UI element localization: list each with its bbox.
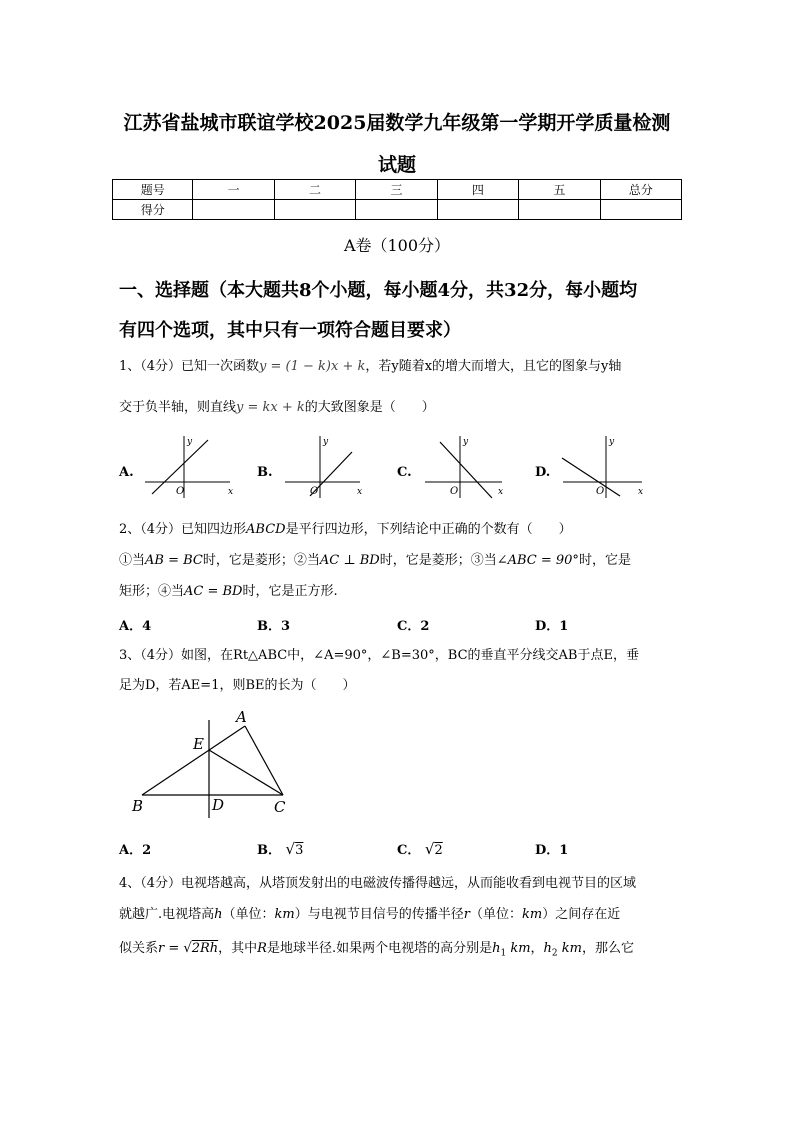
- q3-option-b[interactable]: [257, 839, 303, 858]
- q4-text: （单位：: [222, 907, 275, 922]
- q4-math: h: [492, 941, 501, 956]
- score-header-cell: 二: [274, 180, 355, 200]
- q3-option-c[interactable]: [397, 839, 443, 858]
- q4-line2: [119, 906, 620, 924]
- q4-math: r: [463, 907, 470, 922]
- x-axis-label: x: [638, 487, 644, 497]
- score-input-cell[interactable]: [600, 200, 681, 220]
- q3-line2: 足为D，若AE=1，则BE的长为（ ）: [119, 678, 356, 693]
- point-a-label: A: [236, 708, 247, 726]
- q2-text: 时，它是菱形；③当: [379, 553, 497, 568]
- part1-heading-line2: 有四个选项，其中只有一项符合题目要求）: [119, 320, 461, 341]
- q4-text: ，其中: [218, 941, 258, 956]
- segment-ac: [245, 726, 283, 795]
- y-axis-label: y: [609, 437, 615, 447]
- origin-label: O: [450, 486, 459, 497]
- q2-math: AB = BC: [145, 553, 203, 568]
- score-header-cell: 五: [519, 180, 600, 200]
- sqrt-sign: √: [183, 941, 192, 956]
- q2-abcd: ABCD: [246, 522, 286, 537]
- q4-line3: [119, 940, 634, 963]
- q3-triangle-figure: [128, 704, 298, 824]
- q1-prefix: 1、（4分）已知一次函数: [119, 359, 260, 374]
- q4-math: km: [274, 907, 295, 922]
- q4-text: ，那么它: [582, 941, 635, 956]
- q3-option-b-radicand: 3: [295, 843, 304, 858]
- q4-math: km: [557, 941, 582, 956]
- q3-option-b-label: B．: [257, 843, 281, 858]
- point-e-label: E: [193, 735, 204, 753]
- q4-subscript: 1: [500, 948, 507, 959]
- q1-option-a-graph[interactable]: [140, 432, 240, 502]
- point-b-label: B: [132, 797, 144, 815]
- q2-line1-a: 2、（4分）已知四边形: [119, 522, 247, 537]
- document-title-line2: 试题: [377, 154, 416, 176]
- q4-text: 就越广.电视塔高: [119, 907, 215, 922]
- q4-text: ）与电视节目信号的传播半径: [294, 907, 464, 922]
- q1-line2-suffix: 的大致图象是（ ）: [304, 400, 435, 415]
- q3-line1: 3、（4分）如图，在Rt△ABC中，∠A=90°，∠B=30°，BC的垂直平分线交AB于点E，垂: [119, 648, 639, 663]
- section-a-heading: A卷（100分）: [343, 236, 451, 255]
- q2-math: ∠ABC = 90°: [496, 553, 579, 568]
- score-table: [112, 179, 682, 220]
- q3-option-c-radicand: 2: [434, 843, 443, 858]
- origin-label: O: [176, 486, 185, 497]
- q1-option-d-label: D.: [535, 465, 551, 480]
- q4-math: R: [257, 941, 267, 956]
- q1-line1: [119, 358, 621, 376]
- x-axis-label: x: [357, 487, 363, 497]
- score-header-cell: 题号: [113, 180, 193, 200]
- origin-label: O: [596, 486, 605, 497]
- q4-math: h: [214, 907, 223, 922]
- q1-option-a-label: A.: [119, 465, 134, 480]
- q1-option-c-label: C.: [397, 465, 412, 480]
- score-input-cell[interactable]: [519, 200, 600, 220]
- q4-text: ）之间存在近: [542, 907, 621, 922]
- origin-label: O: [310, 486, 319, 497]
- q1-line2: [119, 399, 435, 417]
- q4-text: ，: [530, 941, 544, 956]
- q2-option-b[interactable]: B．3: [257, 619, 291, 634]
- score-header-cell: 四: [437, 180, 518, 200]
- q4-text: 是地球半径.如果两个电视塔的高分别是: [266, 941, 493, 956]
- q4-radicand: 2Rh: [191, 941, 219, 956]
- score-table-header-row: [113, 180, 682, 200]
- q2-math: AC = BD: [184, 584, 243, 599]
- q2-line3: [119, 583, 338, 601]
- score-input-cell[interactable]: [356, 200, 437, 220]
- x-axis-label: x: [228, 487, 234, 497]
- q1-option-b-graph[interactable]: [280, 432, 370, 502]
- score-input-cell[interactable]: [437, 200, 518, 220]
- part1-heading-line1: 一、选择题（本大题共8个小题，每小题4分，共32分，每小题均: [119, 280, 638, 301]
- q3-option-d[interactable]: D．1: [535, 843, 569, 858]
- q4-line1: 4、（4分）电视塔越高，从塔顶发射出的电磁波传播得越远，从而能收看到电视节目的区域: [119, 876, 637, 891]
- q1-option-b-label: B.: [257, 465, 273, 480]
- y-axis-label: y: [323, 437, 329, 447]
- score-header-cell: 总分: [600, 180, 681, 200]
- q1-option-c-graph[interactable]: [420, 432, 510, 502]
- q1-option-d-graph[interactable]: [558, 432, 650, 502]
- q3-option-c-label: C．: [397, 843, 421, 858]
- q2-text: 时，它是菱形；②当: [202, 553, 320, 568]
- graph-line: [440, 442, 492, 498]
- q2-option-c[interactable]: C．2: [397, 619, 430, 634]
- point-c-label: C: [274, 798, 286, 816]
- q2-text: 时，它是正方形.: [242, 584, 338, 599]
- q2-option-d[interactable]: D．1: [535, 619, 569, 634]
- point-d-label: D: [212, 796, 225, 814]
- q2-text: 矩形；④当: [119, 584, 185, 599]
- graph-line: [562, 458, 620, 496]
- q2-text: 时，它是: [578, 553, 631, 568]
- q4-text: 似关系: [119, 941, 159, 956]
- score-input-cell[interactable]: [193, 200, 274, 220]
- q1-mid: ，若y随着x的增大而增大，且它的图象与y轴: [365, 359, 622, 374]
- score-table-score-row: [113, 200, 682, 220]
- q2-line2: [119, 552, 631, 570]
- q1-formula2: y = kx + k: [236, 400, 305, 415]
- q3-option-a[interactable]: A．2: [119, 843, 152, 858]
- y-axis-label: y: [463, 437, 469, 447]
- q2-text: ①当: [119, 553, 146, 568]
- x-axis-label: x: [498, 487, 504, 497]
- score-input-cell[interactable]: [274, 200, 355, 220]
- q2-line1-c: 是平行四边形，下列结论中正确的个数有（ ）: [285, 522, 572, 537]
- document-title-line1: 江苏省盐城市联谊学校2025届数学九年级第一学期开学质量检测: [123, 112, 671, 134]
- y-axis-label: y: [187, 437, 193, 447]
- q1-formula1: y = (1 − k)x + k: [259, 359, 366, 374]
- score-row-label: 得分: [113, 200, 193, 220]
- q4-math: km: [522, 907, 543, 922]
- score-header-cell: 一: [193, 180, 274, 200]
- score-header-cell: 三: [356, 180, 437, 200]
- q1-line2-prefix: 交于负半轴，则直线: [119, 400, 237, 415]
- q4-subscript: 2: [551, 948, 558, 959]
- q2-line1: [119, 521, 572, 539]
- q4-math: km: [506, 941, 531, 956]
- q4-math: h: [543, 941, 552, 956]
- q4-text: （单位：: [469, 907, 522, 922]
- segment-ec: [209, 750, 283, 795]
- sqrt-sign: √: [424, 840, 435, 858]
- q4-math: r =: [158, 941, 184, 956]
- q2-option-a[interactable]: A．4: [119, 619, 152, 634]
- q2-math: AC ⊥ BD: [319, 553, 380, 568]
- sqrt-sign: √: [285, 840, 296, 858]
